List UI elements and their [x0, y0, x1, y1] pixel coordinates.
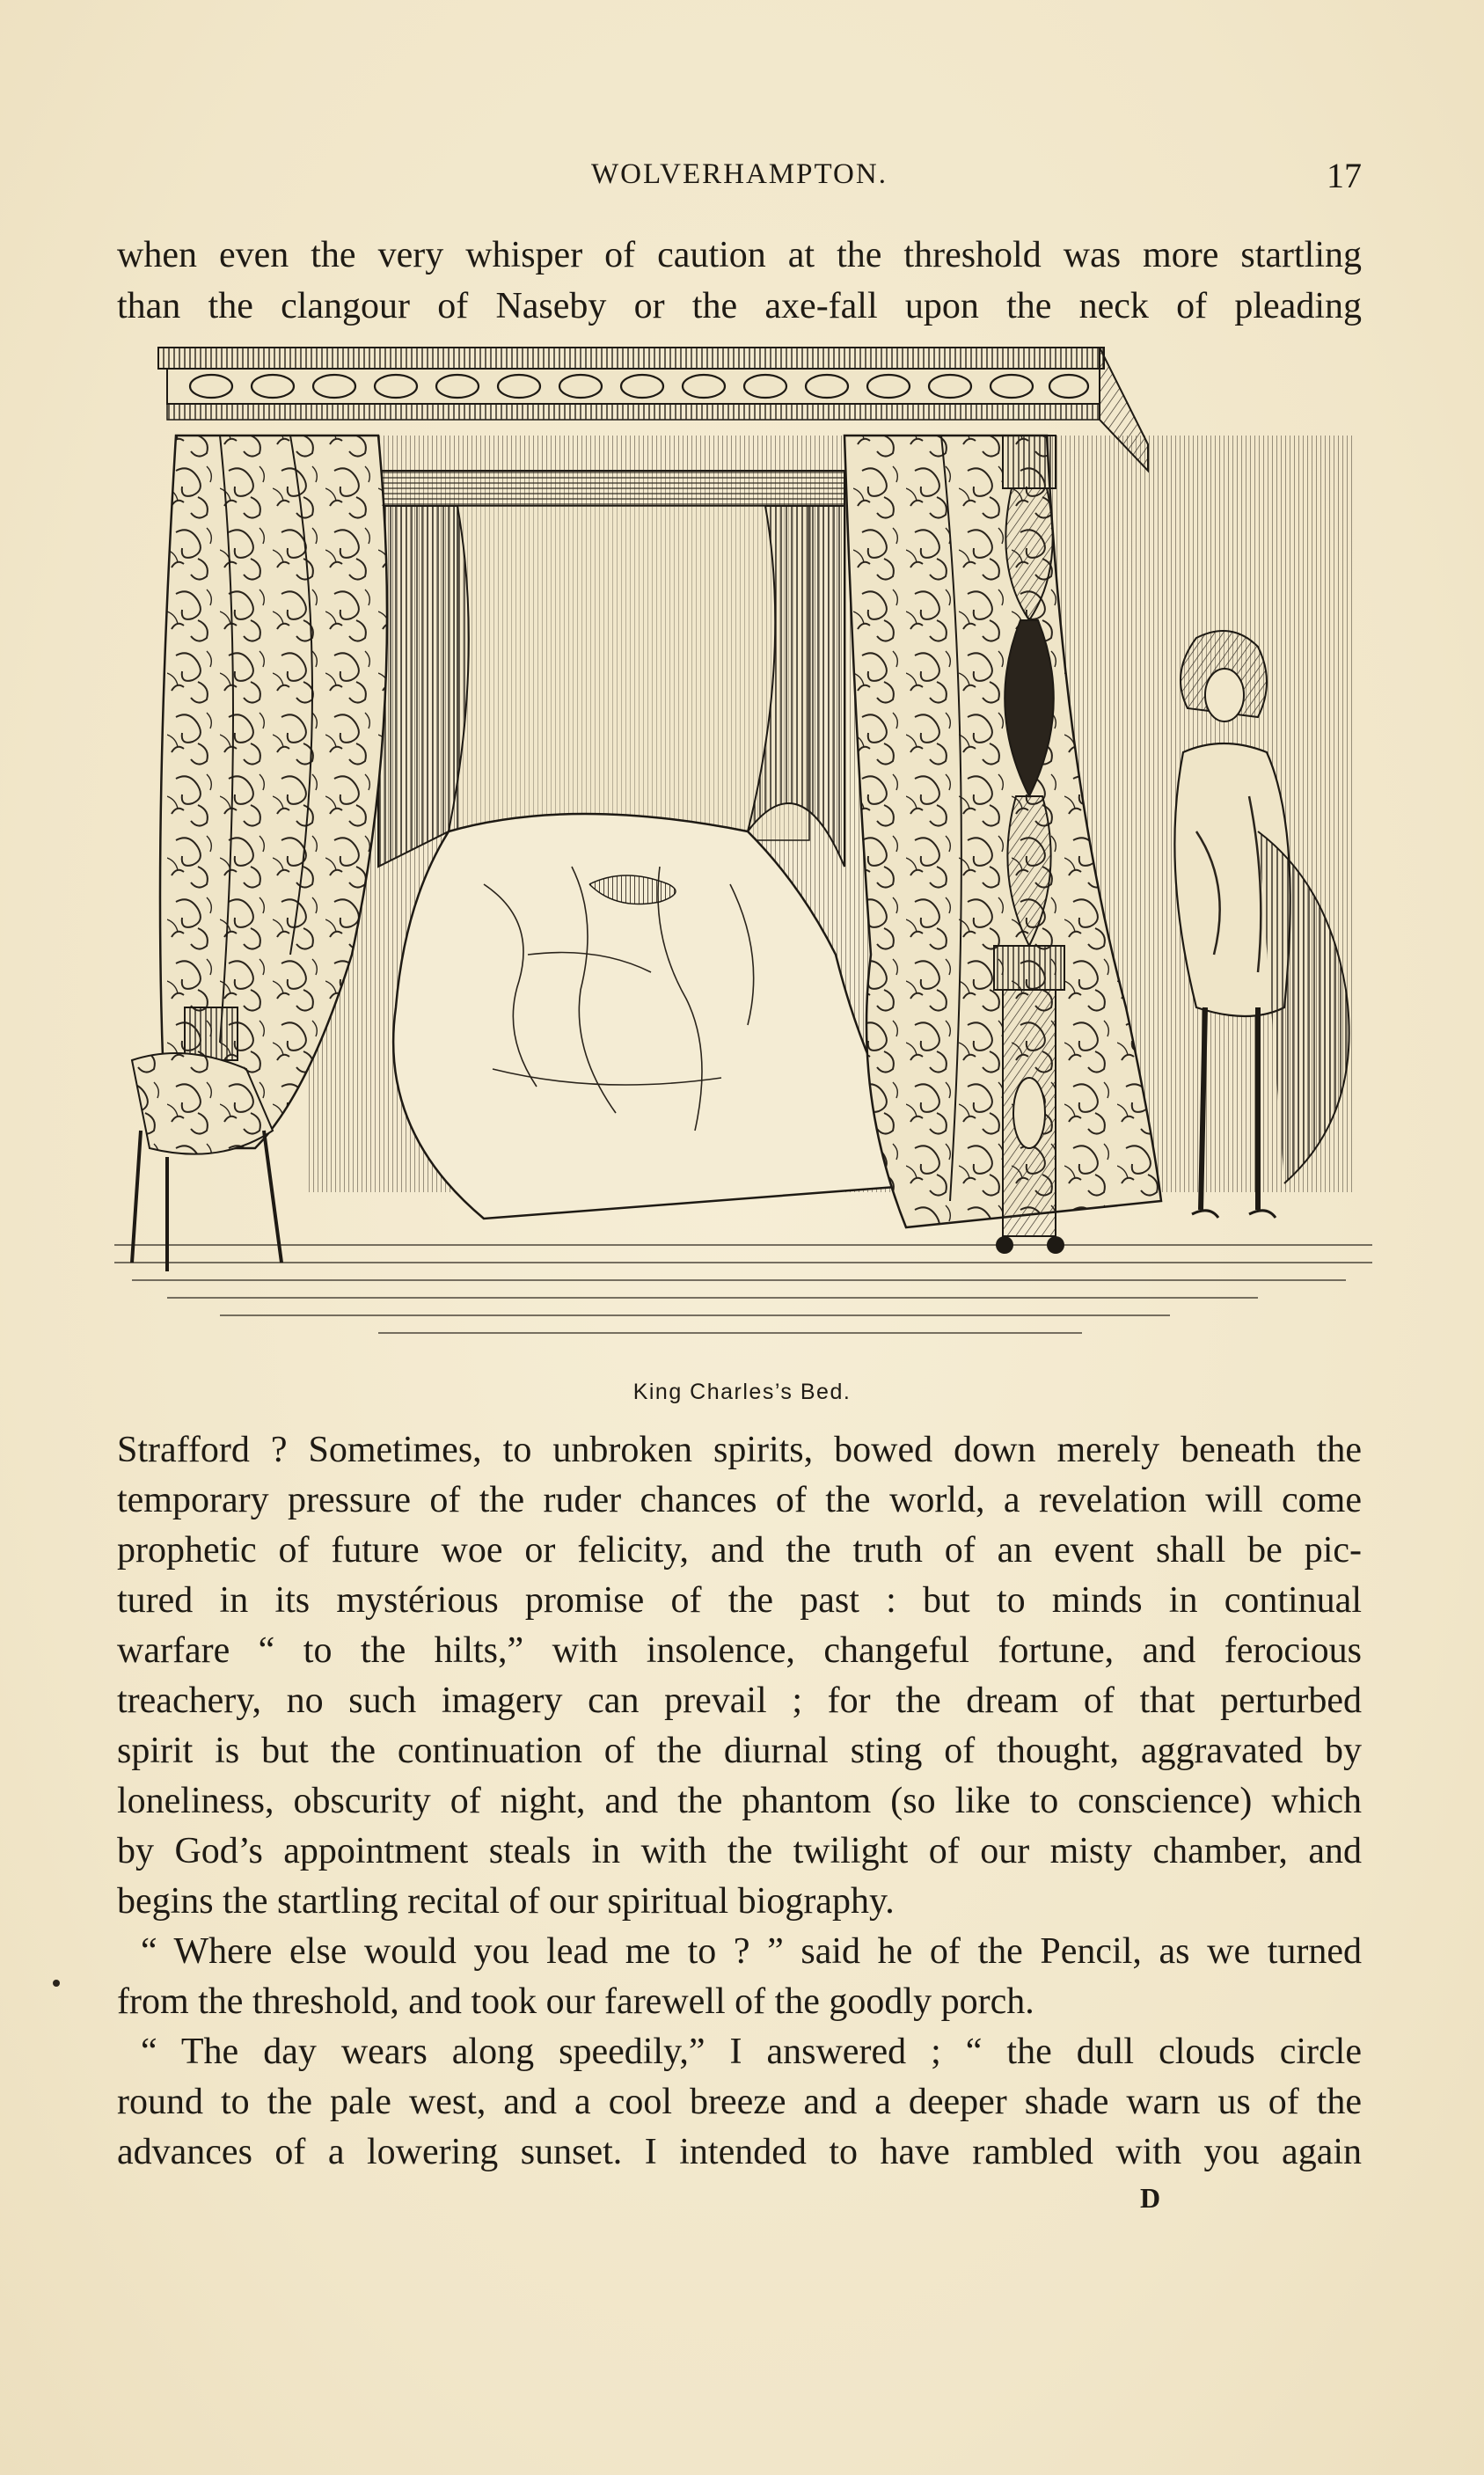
running-title: WOLVERHAMPTON. [591, 158, 888, 190]
signature-mark: D [1140, 2182, 1161, 2214]
bed-engraving [114, 339, 1372, 1368]
text-line: warfare “ to the hilts,” with insolence, changeful fortune, and ferocious [117, 1630, 1362, 1671]
text-line: from the threshold, and took our farewell of the goodly porch. [117, 1981, 1034, 2022]
text-line: spirit is but the continuation of the diurnal sting of thought, aggravated by [117, 1731, 1362, 1771]
text-line: by God’s appointment steals in with the twilight of our misty chamber, and [117, 1831, 1362, 1871]
text-line: “ Where else would you lead me to ? ” said he of the Pencil, as we turned [141, 1931, 1362, 1972]
page-number: 17 [1327, 156, 1362, 195]
ink-speck [53, 1980, 60, 1987]
text-line: begins the startling recital of our spiritual biography. [117, 1881, 895, 1922]
text-line: treachery, no such imagery can prevail ; for the dream of that perturbed [117, 1681, 1362, 1721]
text-line: temporary pressure of the ruder chances of the world, a revelation will come [117, 1480, 1362, 1520]
text-line: loneliness, obscurity of night, and the phantom (so like to conscience) which [117, 1781, 1362, 1821]
text-line: advances of a lowering sunset. I intended to have rambled with you again [117, 2132, 1362, 2172]
text-line: prophetic of future woe or felicity, and the truth of an event shall be pic- [117, 1530, 1362, 1571]
running-head [117, 158, 1362, 202]
text-line: tured in its mystérious promise of the past : but to minds in continual [117, 1580, 1362, 1621]
illustration [114, 339, 1372, 1368]
text-line: “ The day wears along speedily,” I answered ; “ the dull clouds circle [141, 2032, 1362, 2072]
text-line: Strafford ? Sometimes, to unbroken spirits, bowed down merely beneath the [117, 1430, 1362, 1470]
text-line: round to the pale west, and a cool breeze and a deeper shade warn us of the [117, 2082, 1362, 2122]
figure-caption: King Charles’s Bed. [632, 1380, 852, 1404]
text-line: than the clangour of Naseby or the axe-fall upon the neck of pleading [117, 286, 1362, 326]
text-line: when even the very whisper of caution at the threshold was more startling [117, 235, 1362, 275]
